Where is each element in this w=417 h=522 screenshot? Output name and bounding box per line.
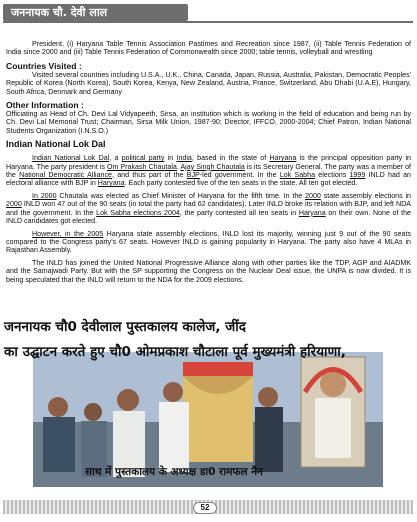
link-lok-sabha-2004[interactable]: Lok Sabha elections 2004 [96, 208, 180, 217]
inld-paragraph-4: The INLD has joined the United National Progressive Alliance along with other parties like the TDP, AGP and AIADMK and the Samajwadi Party. But with the SP supporting the Congress on the Nuclear Deal issue, the UNPA is now divided. It is being speculated that the INLD will return to the NDA for the 2009 elections. [6, 258, 411, 284]
link-haryana-3[interactable]: Haryana [298, 208, 326, 217]
inld-paragraph-2: In 2000 Chautala was elected as Chief Minister of Haryana for the fifth time. In the 2000 state assembly elections in 2000 INLD won 47 out of the 90 seats (in total the party had 62 candidates). Later INLD broke its relation with BJP, and left NDA and the government. In the Lok Sabha elections 2004, the party contested all ten seats in Haryana on their own. None of the INLD candidates got elected. [6, 191, 412, 226]
countries-heading: Countries Visited : [6, 60, 82, 71]
link-lok-sabha[interactable]: Lok Sabha [279, 171, 316, 180]
link-political-party[interactable]: political party [121, 154, 165, 163]
page-number: 52 [193, 502, 217, 514]
other-info-heading: Other Information : [6, 100, 84, 111]
inld-heading: Indian National Lok Dal [6, 139, 106, 150]
link-bjp[interactable]: BJP [186, 171, 200, 180]
link-2000[interactable]: 2000 [305, 191, 321, 200]
link-1999[interactable]: 1999 [349, 171, 366, 180]
link-inld[interactable]: Indian National Lok Dal [32, 154, 110, 163]
link-2005[interactable]: However, in the 2005 [32, 229, 104, 238]
link-2000-b[interactable]: 2000 [6, 200, 22, 209]
other-info-text: Officiating as Head of Ch. Devi Lal Vidyapeeth, Sirsa, an institution which is working in the field of education and being run by Ch. Devi Lal Memorial Trust; Chairman, Sirsa Milk Union, 1987-90; Director, IFFCO, 2000-2004; Chief Patron, Indian National Students Organization (I.N.S.O.) [6, 110, 411, 135]
page-header-banner [3, 4, 188, 21]
link-india[interactable]: India [176, 154, 192, 163]
link-haryana[interactable]: Haryana [269, 154, 297, 163]
hindi-caption-line-2: का उद्घाटन करते हुए चौ0 ओमप्रकाश चौटाला पूर्व मुख्यमंत्री हरियाणा, [4, 344, 346, 360]
photo-caption: साथ में पुस्तकालय के अध्यक्ष डा0 रामफल नैन [85, 466, 263, 478]
inld-paragraph-1: Indian National Lok Dal, a political party in India, based in the state of Haryana is the principal opposition party in Haryana. The party president is Om Prakash Chautala. Ajay Singh Chautala is its Secretary General. The party was a member of the National Democratic Alliance, and thus part of the BJP-led government. In the Lok Sabha elections 1999 INLD had an electoral alliance with BJP in Haryana. Each party contested five of the ten seats in the state. All ten got elected. [6, 154, 411, 188]
link-om-prakash-chautala[interactable]: Om Prakash Chautala [106, 162, 177, 171]
link-haryana-2[interactable]: Haryana [97, 179, 125, 188]
hindi-caption-line-1: जननायक चौ0 देवीलाल पुस्तकालय कालेज, जींद [4, 319, 246, 335]
header-rule [3, 21, 413, 23]
paragraph-sports-positions: President, (i) Haryana Table Tennis Association Pastimes and Recreation since 1987, (ii) Table Tennis Federation of India since 2000 and (iii) Table Tennis Federation of Commonwealth since 2000; table tennis, volleyball and wrestling [6, 40, 411, 57]
article-body [6, 40, 411, 288]
link-nda[interactable]: National Democratic Alliance [19, 171, 112, 180]
countries-text: Visited several countries including U.S.A., U.K., China, Canada, Japan, Russia, Australia, Pakistan, Democratic Peoples' Republic of Korea (North Korea), South Korea, Kenya, New Zealand, Austria, France, Switzerland, Abu Dhabi (U.A.E), Hungary, South Africa, Denmark and Germany [6, 70, 411, 96]
link-in-2000[interactable]: In 2000 [32, 191, 57, 200]
link-ajay-singh-chautala[interactable]: Ajay Singh Chautala [180, 162, 245, 171]
page-header-title: जननायक चौ. देवी लाल [11, 6, 108, 19]
inld-paragraph-3: However, in the 2005 Haryana state assembly elections, INLD lost its majority, winning just 9 out of the 90 seats compared to the Congress party's 67 seats. However INLD is gaining popularity in Haryana. The party also have 4 MLAs in Rajasthan Assembly. [6, 229, 412, 255]
